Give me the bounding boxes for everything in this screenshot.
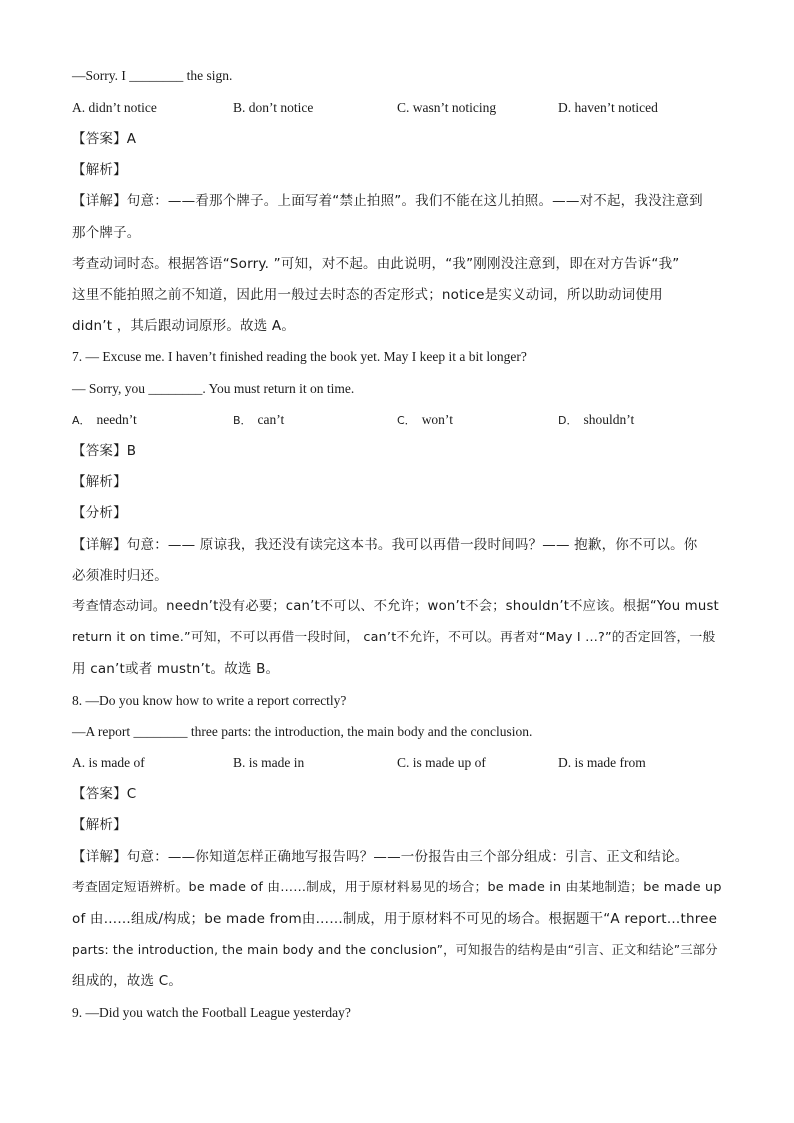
q8-option-d: D. is made from — [558, 755, 646, 770]
q8-explain-line-3: parts: the introduction, the main body and the conclusion”，可知报告的结构是由“引言、正文和结论”三部分 — [72, 943, 718, 957]
q7-question: 7. — Excuse me. I haven’t finished reading the book yet. May I keep it a bit longer? — [72, 349, 527, 364]
q8-option-b: B. is made in — [233, 755, 305, 770]
q6-option-d: D. haven’t noticed — [558, 100, 658, 115]
q7-option-c — [397, 411, 453, 430]
q6-detail-line-1: 【详解】句意：——看那个牌子。上面写着“禁止拍照”。我们不能在这儿拍照。——对不起，我没注意到 — [72, 193, 703, 209]
q7-analysis-tag: 【解析】 — [72, 474, 127, 490]
q7-explain-line-2: return it on time.”可知，不可以再借一段时间， can’t不允许，不可以。再者对“May I …?”的否定回答，一般 — [72, 630, 716, 645]
q8-detail-line-1: 【详解】句意：——你知道怎样正确地写报告吗？——一份报告由三个部分组成：引言、正文和结论。 — [72, 849, 689, 865]
q8-response: —A report ________ three parts: the introduction, the main body and the conclusion. — [72, 724, 533, 739]
q7-option-b-letter: B． — [233, 414, 252, 427]
q7-option-a — [72, 411, 137, 430]
q8-explain-line-2: of 由……组成/构成；be made from由……制成，用于原材料不可见的场合。根据题干“A report…three — [72, 911, 718, 927]
q6-analysis-tag: 【解析】 — [72, 162, 127, 178]
q7-option-c-letter: C． — [397, 414, 416, 427]
q7-option-a-text: needn’t — [96, 412, 137, 427]
q6-explain-line-2: 这里不能拍照之前不知道，因此用一般过去时态的否定形式；notice是实义动词，所以助动词使用 — [72, 287, 663, 303]
q6-explain-line-1: 考查动词时态。根据答语“Sorry. ”可知，对不起。由此说明，“我”刚刚没注意到，即在对方告诉“我” — [72, 256, 680, 272]
q8-question: 8. —Do you know how to write a report correctly? — [72, 693, 347, 708]
q7-detail-line-2: 必须准时归还。 — [72, 568, 168, 584]
q7-option-b — [233, 411, 284, 430]
q7-detail-line-1: 【详解】句意：—— 原谅我，我还没有读完这本书。我可以再借一段时间吗？—— 抱歉，你不可以。你 — [72, 537, 698, 553]
q8-option-c: C. is made up of — [397, 755, 486, 770]
q8-analysis-tag: 【解析】 — [72, 817, 127, 833]
q7-answer: 【答案】B — [72, 443, 137, 459]
q7-option-c-text: won’t — [421, 412, 453, 427]
q9-question: 9. —Did you watch the Football League yesterday? — [72, 1005, 351, 1020]
q6-detail-line-2: 那个牌子。 — [72, 225, 141, 241]
q6-option-b: B. don’t notice — [233, 100, 314, 115]
q8-explain-line-4: 组成的，故选 C。 — [72, 973, 183, 989]
q7-explain-line-1: 考查情态动词。needn’t没有必要；can’t不可以、不允许；won’t不会；shouldn’t不应该。根据“You must — [72, 599, 719, 614]
q7-fenxi-tag: 【分析】 — [72, 505, 127, 521]
q8-explain-line-1: 考查固定短语辨析。be made of 由……制成，用于原材料易见的场合；be made in 由某地制造；be made up — [72, 880, 722, 895]
q7-option-b-text: can’t — [257, 412, 285, 427]
q6-answer: 【答案】A — [72, 131, 137, 147]
q6-explain-line-3: didn’t ，其后跟动词原形。故选 A。 — [72, 318, 296, 334]
q7-option-d-text: shouldn’t — [583, 412, 635, 427]
q6-option-c: C. wasn’t noticing — [397, 100, 497, 115]
q6-option-a: A. didn’t notice — [72, 100, 157, 115]
q8-answer: 【答案】C — [72, 786, 137, 802]
q6-response: —Sorry. I ________ the sign. — [72, 68, 233, 83]
q7-response: — Sorry, you ________. You must return it on time. — [72, 381, 355, 396]
q7-option-a-letter: A． — [72, 414, 91, 427]
q7-explain-line-3: 用 can’t或者 mustn’t。故选 B。 — [72, 661, 280, 677]
q7-option-d — [558, 411, 634, 430]
q8-option-a: A. is made of — [72, 755, 145, 770]
q7-option-d-letter: D． — [558, 414, 578, 427]
